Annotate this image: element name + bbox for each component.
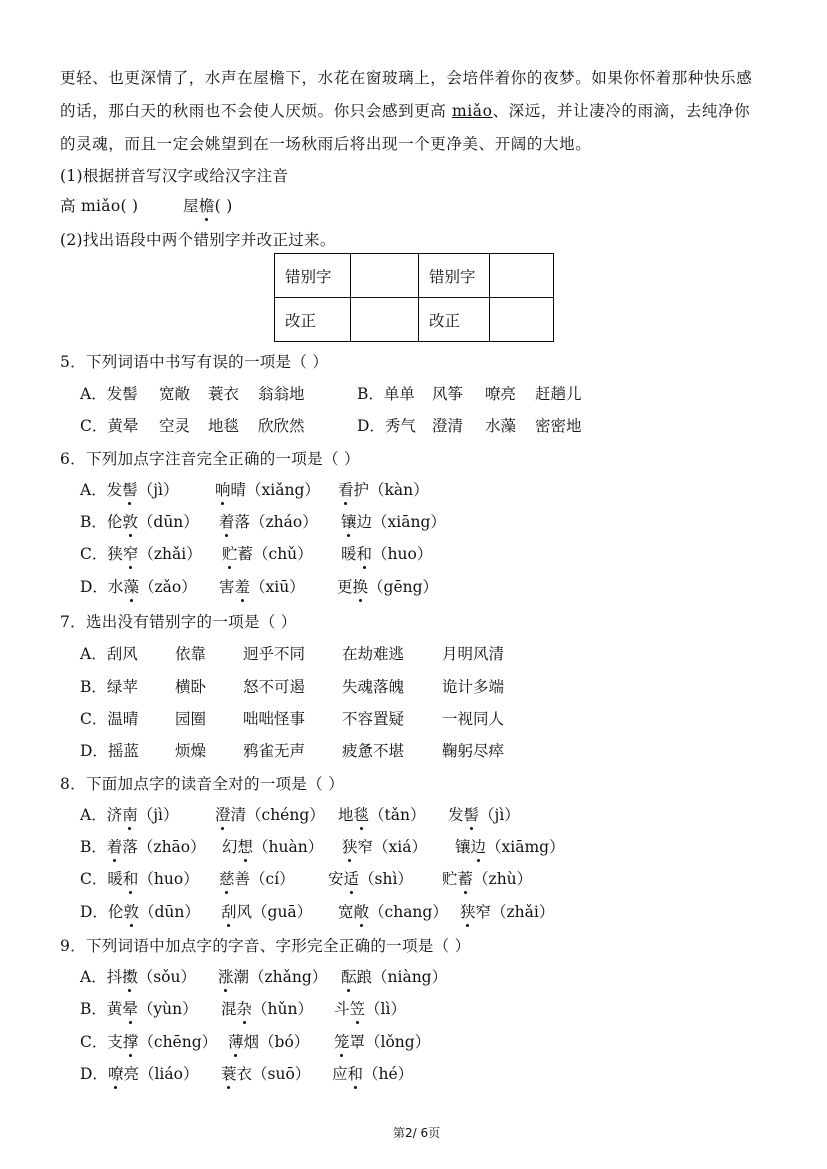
option-pinyin: （tǎn） xyxy=(369,806,426,824)
option-q5-1-2: 嘹亮 xyxy=(485,385,517,403)
option-q8-0-1 xyxy=(215,803,325,825)
dotted-char: 适 xyxy=(344,867,360,889)
option-q5-0-3: 翁翁地 xyxy=(258,385,305,403)
option-text: 地 xyxy=(338,806,354,824)
passage-line-2-b: 、深远，并让凄冷的雨滴，去纯净你 xyxy=(492,102,751,120)
option-text: 幻 xyxy=(222,838,238,856)
option-q9-3-0[interactable] xyxy=(80,1062,198,1084)
option-q7-0-1: 依靠 xyxy=(175,645,207,663)
option-q9-1-0[interactable] xyxy=(80,997,198,1019)
option-q7-2-4: 一视同人 xyxy=(442,710,505,728)
option-pinyin: （jì） xyxy=(137,481,179,499)
sub1-item-2-b: ( ) xyxy=(214,197,233,215)
option-pinyin: 窄（xiá） xyxy=(357,838,427,856)
dotted-char: 和 xyxy=(348,1062,364,1084)
option-q7-1-0[interactable]: B．绿苹 xyxy=(80,678,138,696)
option-text: 混 xyxy=(221,1000,237,1018)
table-row xyxy=(275,254,554,298)
option-q8-3-1 xyxy=(221,900,312,922)
option-pinyin: （huo） xyxy=(138,870,199,888)
option-pinyin: （shì） xyxy=(359,870,413,888)
dotted-char: 敦 xyxy=(122,510,138,532)
option-text: 更 xyxy=(337,578,353,596)
dotted-char: 慈 xyxy=(219,867,235,889)
option-q7-2-2: 咄咄怪事 xyxy=(243,710,306,728)
option-pinyin: （xiū） xyxy=(250,578,305,596)
option-q7-1-2: 怒不可遏 xyxy=(243,678,306,696)
dotted-char: 和 xyxy=(357,542,373,564)
option-q7-2-1: 园圈 xyxy=(175,710,207,728)
option-q5-0-2: 蓑衣 xyxy=(208,385,240,403)
option-pinyin: 罩（lǒng） xyxy=(349,1033,431,1051)
dotted-char: 藻 xyxy=(123,575,139,597)
option-pinyin: 窄（zhǎi） xyxy=(475,903,555,921)
question-6-stem: 6．下列加点字注音完全正确的一项是（ ） xyxy=(60,450,360,468)
option-q8-2-2 xyxy=(328,867,413,889)
option-pinyin: 亮（liáo） xyxy=(123,1065,199,1083)
passage-line-2 xyxy=(60,99,750,121)
sub2-title: (2)找出语段中两个错别字并改正过来。 xyxy=(60,231,336,249)
question-8-stem: 8．下面加点字的读音全对的一项是（ ） xyxy=(60,775,344,793)
option-q5-2-1: 空灵 xyxy=(159,417,191,435)
dotted-char: 贮 xyxy=(222,542,238,564)
option-text: C．暖 xyxy=(80,870,123,888)
option-q7-0-4: 月明风清 xyxy=(442,645,505,663)
option-text: C．狭 xyxy=(80,545,123,563)
option-pinyin: （dūn） xyxy=(137,513,199,531)
option-pinyin: （sǒu） xyxy=(137,968,196,986)
dotted-char: 毯 xyxy=(354,803,370,825)
option-pinyin: 烟（bó） xyxy=(243,1033,310,1051)
dotted-char: 酝 xyxy=(341,965,357,987)
option-q7-3-4: 鞠躬尽瘁 xyxy=(442,742,505,760)
option-q6-2-0[interactable] xyxy=(80,542,202,564)
passage-line-2-a: 的话，那白天的秋雨也不会使人厌烦。你只会感到更高 xyxy=(60,102,452,120)
option-q8-2-1 xyxy=(219,867,295,889)
option-pinyin: 落（zhāo） xyxy=(122,838,206,856)
option-pinyin: （yùn） xyxy=(137,1000,198,1018)
option-q6-2-1 xyxy=(222,542,313,564)
option-q6-1-1 xyxy=(219,510,318,532)
question-7-stem: 7．选出没有错别字的一项是（ ） xyxy=(60,613,297,631)
option-q5-0-1: 宽敞 xyxy=(159,385,191,403)
option-q6-1-2 xyxy=(341,510,446,532)
option-q9-2-0[interactable] xyxy=(80,1030,217,1052)
option-q9-1-1 xyxy=(221,997,313,1019)
table-row xyxy=(275,298,554,342)
option-q5-1-0[interactable]: B．单单 xyxy=(357,385,415,403)
option-pinyin: （jì） xyxy=(479,806,520,824)
dotted-char: 擞 xyxy=(122,965,138,987)
option-q5-1-3: 赶趟儿 xyxy=(535,385,582,403)
option-text: A．发 xyxy=(80,481,123,499)
dotted-char: 刮 xyxy=(221,900,237,922)
option-pinyin: 踉（niàng） xyxy=(356,968,448,986)
option-q7-3-2: 鸦雀无声 xyxy=(243,742,306,760)
option-pinyin: （huàn） xyxy=(253,838,324,856)
option-q9-2-1 xyxy=(228,1030,309,1052)
sub1-item-2 xyxy=(183,194,233,216)
option-pinyin: 蓄（chǔ） xyxy=(237,545,313,563)
dotted-char: 着 xyxy=(107,835,123,857)
option-q9-3-1 xyxy=(221,1062,310,1084)
option-pinyin: 护（kàn） xyxy=(353,481,429,499)
dotted-char: 蓄 xyxy=(458,867,474,889)
dotted-char: 嘹 xyxy=(108,1062,124,1084)
option-q8-1-3 xyxy=(455,835,565,857)
dotted-char: 澄 xyxy=(215,803,231,825)
dotted-char: 响 xyxy=(215,478,231,500)
option-q8-0-0[interactable] xyxy=(80,803,178,825)
option-pinyin: 边（xiāng） xyxy=(356,513,446,531)
option-pinyin: 潮（zhǎng） xyxy=(233,968,328,986)
table-cell-blank[interactable] xyxy=(351,298,419,342)
option-q7-2-3: 不容置疑 xyxy=(342,710,405,728)
option-q5-1-1: 风筝 xyxy=(432,385,464,403)
option-pinyin: 落（zháo） xyxy=(234,513,318,531)
dotted-char: 髻 xyxy=(464,803,480,825)
dotted-char: 和 xyxy=(123,867,139,889)
table-cell: 错别字 xyxy=(419,254,490,298)
dotted-char: 杂 xyxy=(237,997,253,1019)
question-9-stem: 9．下列词语中加点字的字音、字形完全正确的一项是（ ） xyxy=(60,937,471,955)
dotted-char: 换 xyxy=(353,575,369,597)
pinyin-underlined: miǎo xyxy=(451,102,493,120)
option-text: A．济 xyxy=(80,806,123,824)
dotted-char: 髻 xyxy=(122,478,138,500)
option-text: D．伦 xyxy=(80,903,124,921)
option-pinyin: （dūn） xyxy=(138,903,200,921)
option-q9-0-2 xyxy=(341,965,447,987)
option-text: D． xyxy=(80,1065,108,1083)
option-q7-0-0[interactable]: A．刮风 xyxy=(80,645,138,663)
table-cell-blank[interactable] xyxy=(351,254,419,298)
option-q6-0-0[interactable] xyxy=(80,478,178,500)
dotted-char: 看 xyxy=(338,478,354,500)
option-q5-2-3: 欣欣然 xyxy=(258,417,305,435)
option-text: A．抖 xyxy=(80,968,123,986)
option-q5-2-0[interactable]: C．黄晕 xyxy=(80,417,139,435)
option-q8-1-2 xyxy=(342,835,427,857)
option-pinyin: 风（guā） xyxy=(236,903,313,921)
option-pinyin: （zhǎi） xyxy=(138,545,202,563)
sub1-item-1: 高 miǎo( ) xyxy=(60,197,139,215)
dotted-char: 檐 xyxy=(199,194,215,216)
option-q8-2-0[interactable] xyxy=(80,867,199,889)
table-cell: 改正 xyxy=(275,298,351,342)
table-cell-blank[interactable] xyxy=(490,298,554,342)
option-q5-3-0[interactable]: D．秀气 xyxy=(357,417,416,435)
dotted-char: 晕 xyxy=(122,997,138,1019)
option-q8-2-3 xyxy=(442,867,532,889)
option-text: 安 xyxy=(328,870,344,888)
option-q5-3-2: 水藻 xyxy=(485,417,517,435)
option-q7-0-2: 迥乎不同 xyxy=(243,645,306,663)
option-text: 贮 xyxy=(442,870,458,888)
option-q8-1-1 xyxy=(222,835,323,857)
option-q6-3-1 xyxy=(219,575,305,597)
option-text: D．水 xyxy=(80,578,124,596)
option-q6-0-2 xyxy=(338,478,429,500)
option-q8-0-2 xyxy=(338,803,425,825)
option-pinyin: （chang） xyxy=(369,903,448,921)
option-q8-3-2 xyxy=(338,900,448,922)
option-text: 斗 xyxy=(334,1000,350,1018)
option-pinyin: 衣（suō） xyxy=(236,1065,311,1083)
dotted-char: 狭 xyxy=(460,900,476,922)
table-cell: 错别字 xyxy=(275,254,351,298)
option-pinyin: （gēng） xyxy=(368,578,439,596)
option-q8-0-3 xyxy=(448,803,520,825)
option-pinyin: 晴（xiǎng） xyxy=(230,481,320,499)
option-pinyin: （zǎo） xyxy=(138,578,197,596)
option-text: 应 xyxy=(332,1065,348,1083)
option-pinyin: （lì） xyxy=(365,1000,406,1018)
option-q9-3-2 xyxy=(332,1062,413,1084)
option-q9-0-0[interactable] xyxy=(80,965,196,987)
dotted-char: 敞 xyxy=(354,900,370,922)
option-pinyin: 清（chéng） xyxy=(230,806,325,824)
question-5-stem: 5．下列词语中书写有误的一项是（ ） xyxy=(60,353,329,371)
option-q7-1-1: 横卧 xyxy=(175,678,207,696)
option-q7-3-0[interactable]: D．摇蓝 xyxy=(80,742,139,760)
option-q6-2-2 xyxy=(341,542,432,564)
option-pinyin: （xiāmg） xyxy=(486,838,565,856)
sub1-title: (1)根据拼音写汉字或给汉字注音 xyxy=(60,167,289,185)
option-q7-1-4: 诡计多端 xyxy=(442,678,505,696)
dotted-char: 着 xyxy=(219,510,235,532)
dotted-char: 边 xyxy=(471,835,487,857)
dotted-char: 羞 xyxy=(235,575,251,597)
option-pinyin: （chēng） xyxy=(138,1033,218,1051)
option-q9-0-1 xyxy=(218,965,327,987)
option-pinyin: （jì） xyxy=(137,806,179,824)
option-text: 发 xyxy=(448,806,464,824)
page-number: 第2/ 6页 xyxy=(393,1126,441,1140)
option-pinyin: 善（cí） xyxy=(234,870,295,888)
option-pinyin: （zhù） xyxy=(473,870,533,888)
dotted-char: 想 xyxy=(238,835,254,857)
option-q8-3-0[interactable] xyxy=(80,900,200,922)
option-text: B．伦 xyxy=(80,513,123,531)
sub1-item-2-a: 屋 xyxy=(183,197,199,215)
dotted-char: 南 xyxy=(122,803,138,825)
option-q9-1-2 xyxy=(334,997,406,1019)
option-q7-3-3: 疲惫不堪 xyxy=(342,742,405,760)
option-text: 镶 xyxy=(455,838,471,856)
option-text: B．黄 xyxy=(80,1000,123,1018)
option-q6-0-1 xyxy=(215,478,320,500)
option-q7-1-3: 失魂落魄 xyxy=(342,678,405,696)
option-q7-2-0[interactable]: C．温晴 xyxy=(80,710,139,728)
dotted-char: 蓑 xyxy=(221,1062,237,1084)
error-correction-table xyxy=(274,253,554,342)
option-q5-3-3: 密密地 xyxy=(535,417,582,435)
dotted-char: 狭 xyxy=(342,835,358,857)
option-q6-1-0[interactable] xyxy=(80,510,199,532)
option-text: 暖 xyxy=(341,545,357,563)
passage-line-1: 更轻、也更深情了，水声在屋檐下，水花在窗玻璃上，会培伴着你的夜梦。如果你怀着那种快乐感 xyxy=(60,69,753,87)
option-pinyin: （huo） xyxy=(372,545,433,563)
dotted-char: 薄 xyxy=(228,1030,244,1052)
option-pinyin: （hé） xyxy=(363,1065,414,1083)
passage-line-3: 的灵魂，而且一定会姚望到在一场秋雨后将出现一个更净美、开阔的大地。 xyxy=(60,135,592,153)
option-text: B． xyxy=(80,838,107,856)
option-q8-3-3 xyxy=(460,900,554,922)
dotted-char: 涨 xyxy=(218,965,234,987)
dotted-char: 笠 xyxy=(350,997,366,1019)
option-pinyin: （hǔn） xyxy=(252,1000,313,1018)
option-text: 害 xyxy=(219,578,235,596)
option-q7-3-1: 烦燥 xyxy=(175,742,207,760)
option-q9-2-2 xyxy=(334,1030,430,1052)
dotted-char: 笼 xyxy=(334,1030,350,1052)
option-q6-3-0[interactable] xyxy=(80,575,197,597)
table-cell-blank[interactable] xyxy=(490,254,554,298)
dotted-char: 敦 xyxy=(123,900,139,922)
dotted-char: 镶 xyxy=(341,510,357,532)
option-q7-0-3: 在劫难逃 xyxy=(342,645,405,663)
dotted-char: 窄 xyxy=(123,542,139,564)
option-q5-2-2: 地毯 xyxy=(208,417,240,435)
dotted-char: 撑 xyxy=(123,1030,139,1052)
option-text: 宽 xyxy=(338,903,354,921)
option-q5-0-0[interactable]: A．发髻 xyxy=(80,385,138,403)
option-q5-3-1: 澄清 xyxy=(432,417,464,435)
option-q6-3-2 xyxy=(337,575,438,597)
table-cell: 改正 xyxy=(419,298,490,342)
option-text: C．支 xyxy=(80,1033,123,1051)
option-q8-1-0[interactable] xyxy=(80,835,206,857)
